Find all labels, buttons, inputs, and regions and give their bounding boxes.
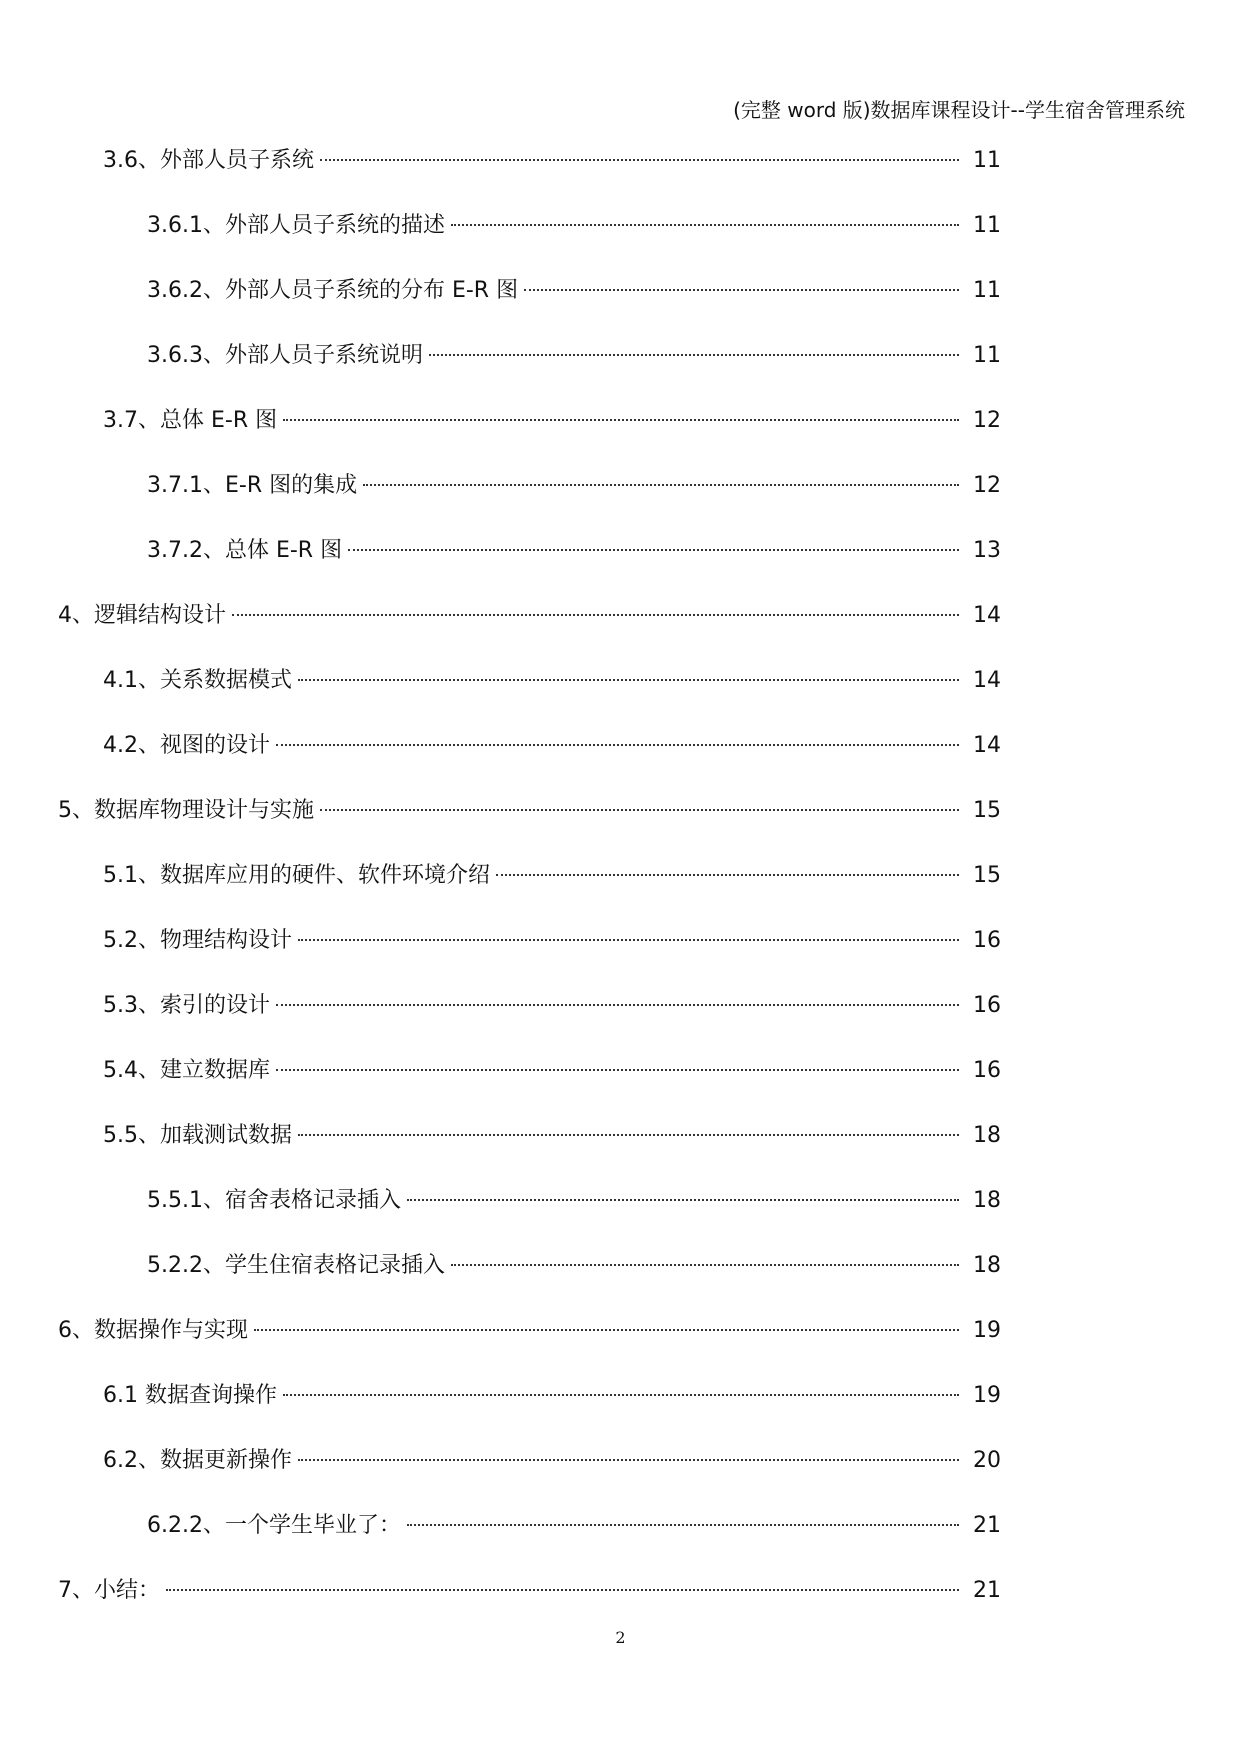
toc-entry-page-number: 12 xyxy=(973,408,1001,433)
toc-entry[interactable] xyxy=(0,146,1241,211)
toc-entry-page-number: 21 xyxy=(973,1578,1001,1603)
toc-entry-page-number: 12 xyxy=(973,473,1001,498)
toc-entry[interactable] xyxy=(0,1511,1241,1576)
toc-entry-page-number: 18 xyxy=(973,1123,1001,1148)
toc-entry-row xyxy=(147,1511,1001,1541)
toc-entry-row xyxy=(147,1186,1001,1216)
toc-entry-row xyxy=(103,1381,1001,1411)
toc-entry-page-number: 11 xyxy=(973,148,1001,173)
toc-entry[interactable] xyxy=(0,666,1241,731)
toc-entry-page-number: 16 xyxy=(973,1058,1001,1083)
toc-entry-title: 5.5.1、宿舍表格记录插入 xyxy=(147,1188,401,1213)
toc-dot-leader xyxy=(496,874,959,876)
toc-entry-title: 4.2、视图的设计 xyxy=(103,733,270,758)
toc-entry-row xyxy=(58,1316,1001,1346)
toc-entry-page-number: 15 xyxy=(973,798,1001,823)
page-number: 2 xyxy=(615,1628,626,1647)
toc-entry-title: 5.5、加载测试数据 xyxy=(103,1123,292,1148)
toc-dot-leader xyxy=(451,1264,959,1266)
toc-entry-row xyxy=(103,146,1001,176)
toc-dot-leader xyxy=(320,809,959,811)
toc-entry-page-number: 16 xyxy=(973,928,1001,953)
toc-dot-leader xyxy=(429,354,959,356)
toc-dot-leader xyxy=(320,159,959,161)
toc-entry-title: 4、逻辑结构设计 xyxy=(58,603,226,628)
toc-entry[interactable] xyxy=(0,471,1241,536)
table-of-contents xyxy=(0,146,1241,1641)
toc-dot-leader xyxy=(298,939,959,941)
toc-entry-title: 5.3、索引的设计 xyxy=(103,993,270,1018)
toc-entry-page-number: 11 xyxy=(973,278,1001,303)
toc-entry-row xyxy=(147,471,1001,501)
document-header-title: (完整 word 版)数据库课程设计--学生宿舍管理系统 xyxy=(733,98,1185,122)
toc-entry-row xyxy=(147,211,1001,241)
toc-entry-page-number: 13 xyxy=(973,538,1001,563)
toc-entry[interactable] xyxy=(0,536,1241,601)
toc-entry[interactable] xyxy=(0,861,1241,926)
toc-entry[interactable] xyxy=(0,276,1241,341)
toc-dot-leader xyxy=(298,1459,959,1461)
toc-entry-row xyxy=(103,861,1001,891)
toc-entry-row xyxy=(147,276,1001,306)
toc-entry[interactable] xyxy=(0,601,1241,666)
toc-entry-page-number: 14 xyxy=(973,668,1001,693)
toc-entry-title: 5、数据库物理设计与实施 xyxy=(58,798,314,823)
toc-entry[interactable] xyxy=(0,211,1241,276)
toc-entry-title: 5.2.2、学生住宿表格记录插入 xyxy=(147,1253,445,1278)
toc-entry-page-number: 20 xyxy=(973,1448,1001,1473)
toc-entry-row xyxy=(147,536,1001,566)
toc-dot-leader xyxy=(524,289,959,291)
toc-entry[interactable] xyxy=(0,406,1241,471)
toc-entry-row xyxy=(103,666,1001,696)
toc-entry-title: 5.4、建立数据库 xyxy=(103,1058,270,1083)
toc-entry-page-number: 18 xyxy=(973,1188,1001,1213)
toc-entry-row xyxy=(58,796,1001,826)
toc-entry[interactable] xyxy=(0,731,1241,796)
toc-entry[interactable] xyxy=(0,341,1241,406)
toc-dot-leader xyxy=(407,1524,959,1526)
toc-entry[interactable] xyxy=(0,1381,1241,1446)
toc-entry-row xyxy=(103,406,1001,436)
toc-dot-leader xyxy=(276,1069,959,1071)
toc-dot-leader xyxy=(348,549,959,551)
toc-dot-leader xyxy=(283,1394,959,1396)
toc-entry-row xyxy=(103,1446,1001,1476)
toc-entry[interactable] xyxy=(0,1056,1241,1121)
toc-entry-row xyxy=(147,1251,1001,1281)
toc-entry-row xyxy=(58,1576,1001,1606)
toc-entry-title: 5.2、物理结构设计 xyxy=(103,928,292,953)
toc-entry-title: 3.7.2、总体 E-R 图 xyxy=(147,538,343,563)
toc-entry-page-number: 14 xyxy=(973,603,1001,628)
toc-dot-leader xyxy=(407,1199,959,1201)
toc-dot-leader xyxy=(283,419,959,421)
toc-entry-row xyxy=(103,926,1001,956)
toc-entry-title: 6.2、数据更新操作 xyxy=(103,1448,292,1473)
toc-entry[interactable] xyxy=(0,1316,1241,1381)
toc-entry[interactable] xyxy=(0,1121,1241,1186)
toc-entry-title: 3.6.1、外部人员子系统的描述 xyxy=(147,213,445,238)
toc-entry-row xyxy=(103,731,1001,761)
toc-entry-title: 4.1、关系数据模式 xyxy=(103,668,292,693)
toc-entry-row xyxy=(147,341,1001,371)
toc-dot-leader xyxy=(363,484,959,486)
toc-dot-leader xyxy=(276,744,959,746)
toc-entry-page-number: 18 xyxy=(973,1253,1001,1278)
toc-entry-title: 6、数据操作与实现 xyxy=(58,1318,248,1343)
toc-entry-title: 6.1 数据查询操作 xyxy=(103,1383,277,1408)
toc-entry-title: 3.6.3、外部人员子系统说明 xyxy=(147,343,423,368)
toc-dot-leader xyxy=(451,224,959,226)
toc-entry[interactable] xyxy=(0,991,1241,1056)
toc-entry-page-number: 15 xyxy=(973,863,1001,888)
toc-entry[interactable] xyxy=(0,926,1241,991)
toc-dot-leader xyxy=(298,679,959,681)
toc-entry-title: 5.1、数据库应用的硬件、软件环境介绍 xyxy=(103,863,490,888)
toc-entry-title: 3.6、外部人员子系统 xyxy=(103,148,314,173)
toc-dot-leader xyxy=(298,1134,959,1136)
toc-entry-page-number: 21 xyxy=(973,1513,1001,1538)
toc-entry-title: 6.2.2、一个学生毕业了： xyxy=(147,1513,401,1538)
toc-entry-page-number: 19 xyxy=(973,1383,1001,1408)
toc-entry-page-number: 16 xyxy=(973,993,1001,1018)
toc-entry-row xyxy=(103,1056,1001,1086)
toc-entry[interactable] xyxy=(0,1446,1241,1511)
toc-entry-page-number: 11 xyxy=(973,213,1001,238)
toc-entry[interactable] xyxy=(0,1251,1241,1316)
toc-entry-title: 3.7、总体 E-R 图 xyxy=(103,408,278,433)
toc-entry-page-number: 14 xyxy=(973,733,1001,758)
toc-dot-leader xyxy=(276,1004,959,1006)
toc-dot-leader xyxy=(232,614,959,616)
toc-dot-leader xyxy=(254,1329,959,1331)
toc-entry-title: 3.7.1、E-R 图的集成 xyxy=(147,473,358,498)
toc-dot-leader xyxy=(166,1589,959,1591)
toc-entry-page-number: 19 xyxy=(973,1318,1001,1343)
toc-entry[interactable] xyxy=(0,1186,1241,1251)
toc-entry-page-number: 11 xyxy=(973,343,1001,368)
toc-entry-row xyxy=(58,601,1001,631)
toc-entry-title: 7、小结： xyxy=(58,1578,160,1603)
toc-entry[interactable] xyxy=(0,796,1241,861)
toc-entry-row xyxy=(103,991,1001,1021)
toc-entry-title: 3.6.2、外部人员子系统的分布 E-R 图 xyxy=(147,278,519,303)
toc-entry-row xyxy=(103,1121,1001,1151)
